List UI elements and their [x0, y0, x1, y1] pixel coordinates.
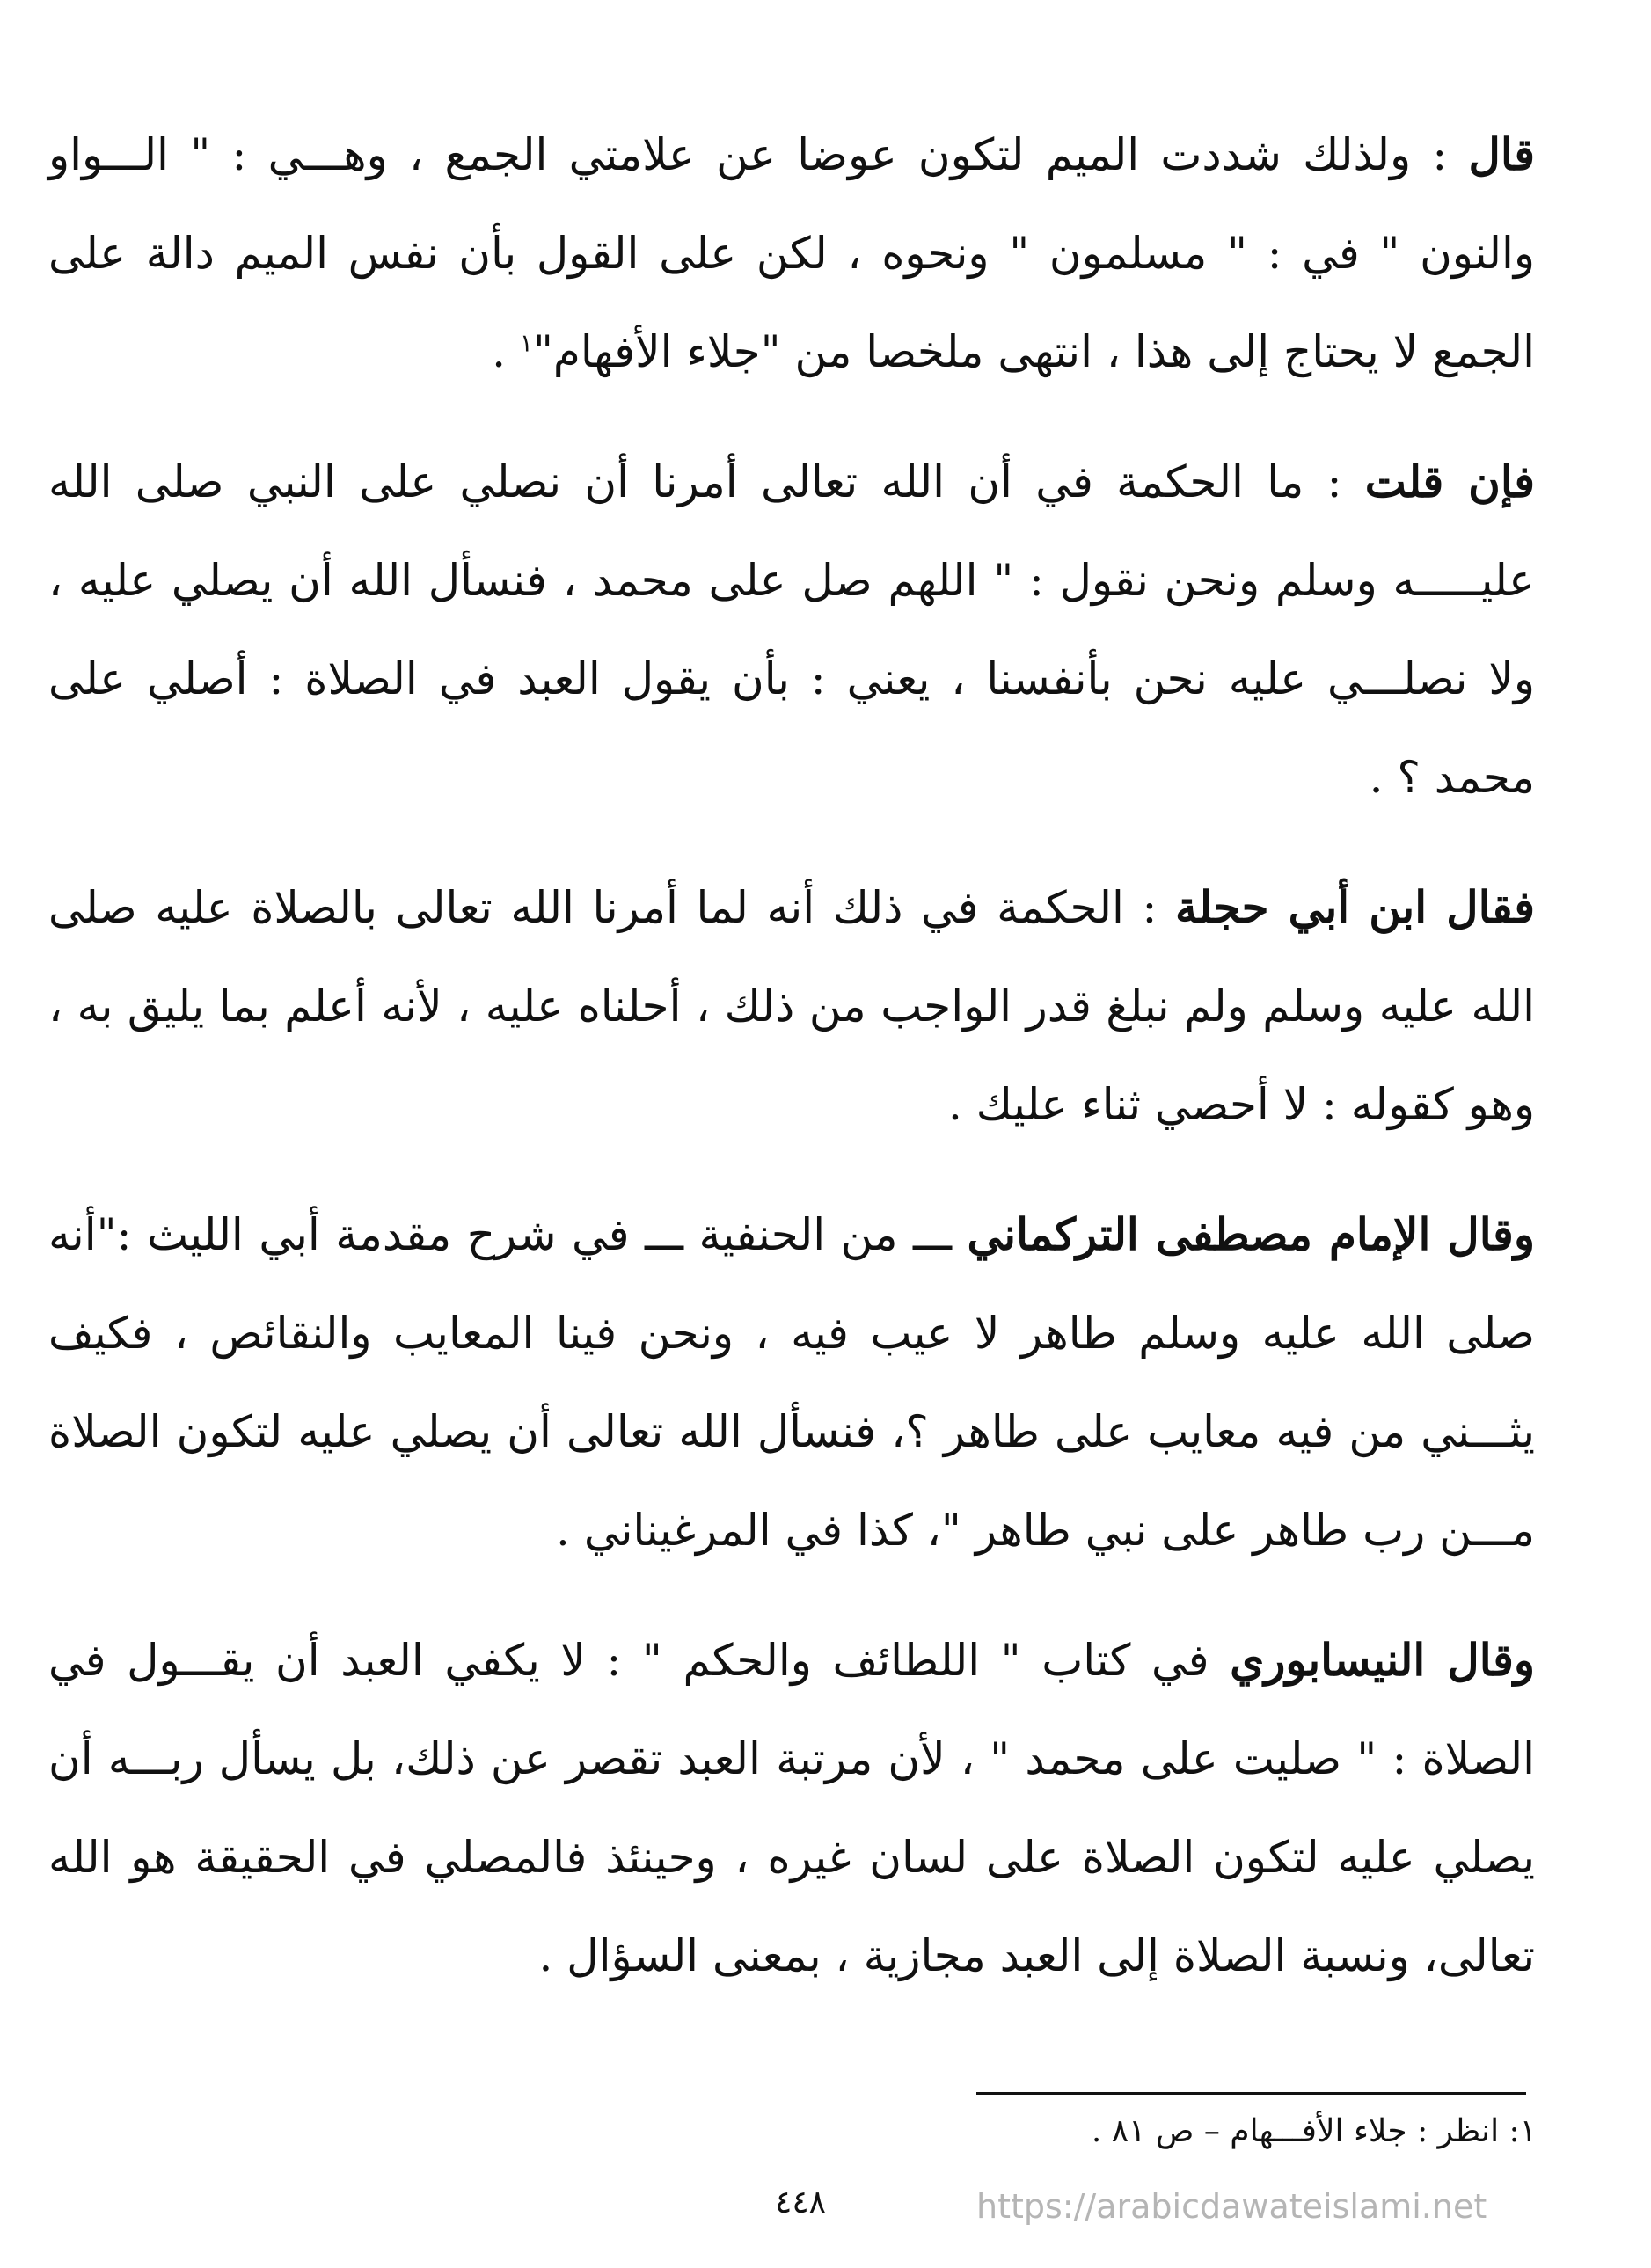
- footnote: ١: انظر : جلاء الأفـــهام – ص ٨١ .: [1091, 2113, 1537, 2149]
- paragraph-1-lead: قال: [1468, 128, 1535, 180]
- paragraph-4-text: ـــ من الحنفية ـــ في شرح مقدمة أبي الليث :"أنه صلى الله عليه وسلم طاهر لا عيب فيه ، ونحن فينا المعايب والنقائص ، فكيف يثـــني من فيه معايب على طاهر ؟، فنسأل الله تعالى أن يصلي عليه لتكون الصلاة مـــن رب طاهر على نبي طاهر "، كذا في المرغيناني .: [48, 1209, 1535, 1556]
- page-number: ٤٤٨: [774, 2184, 826, 2221]
- page-body: [48, 106, 1535, 2128]
- paragraph-1-tail: .: [492, 326, 520, 377]
- paragraph-2: [48, 433, 1535, 827]
- footnote-divider: [976, 2092, 1526, 2095]
- paragraph-5-lead: وقال النيسابوري: [1230, 1634, 1536, 1686]
- paragraph-3-lead: فقال ابن أبي حجلة: [1174, 881, 1536, 933]
- paragraph-1-text: : ولذلك شددت الميم لتكون عوضا عن علامتي الجمع ، وهـــي : " الـــواو والنون " في : " مسلمون " ونحوه ، لكن على القول بأن نفس الميم دالة على الجمع لا يحتاج إلى هذا ، انتهى ملخصا من "جلاء الأفهام": [48, 129, 1535, 377]
- paragraph-3: [48, 858, 1535, 1154]
- footnote-marker[interactable]: ١: [519, 328, 533, 358]
- paragraph-4: [48, 1185, 1535, 1579]
- paragraph-1: [48, 106, 1535, 401]
- paragraph-2-lead: فإن قلت: [1364, 456, 1536, 507]
- paragraph-5: [48, 1611, 1535, 2005]
- paragraph-3-text: : الحكمة في ذلك أنه لما أمرنا الله تعالى بالصلاة عليه صلى الله عليه وسلم ولم نبلغ قدر الواجب من ذلك ، أحلناه عليه ، لأنه أعلم بما يليق به ، وهو كقوله : لا أحصي ثناء عليك .: [48, 882, 1535, 1130]
- paragraph-2-text: : ما الحكمة في أن الله تعالى أمرنا أن نصلي على النبي صلى الله عليـــــه وسلم ونحن نقول : " اللهم صل على محمد ، فنسأل الله أن يصلي عليه ، ولا نصلـــي عليه نحن بأنفسنا ، يعني : بأن يقول العبد في الصلاة : أصلي على محمد ؟ .: [48, 456, 1535, 803]
- watermark-url[interactable]: https://arabicdawateislami.net: [976, 2187, 1487, 2226]
- paragraph-5-text: في كتاب " اللطائف والحكم " : لا يكفي العبد أن يقـــول في الصلاة : " صليت على محمد " ، لأن مرتبة العبد تقصر عن ذلك، بل يسأل ربـــه أن يصلي عليه لتكون الصلاة على لسان غيره ، وحينئذ فالمصلي في الحقيقة هو الله تعالى، ونسبة الصلاة إلى العبد مجازية ، بمعنى السؤال .: [48, 1635, 1535, 1981]
- paragraph-4-lead: وقال الإمام مصطفى التركماني: [967, 1208, 1535, 1260]
